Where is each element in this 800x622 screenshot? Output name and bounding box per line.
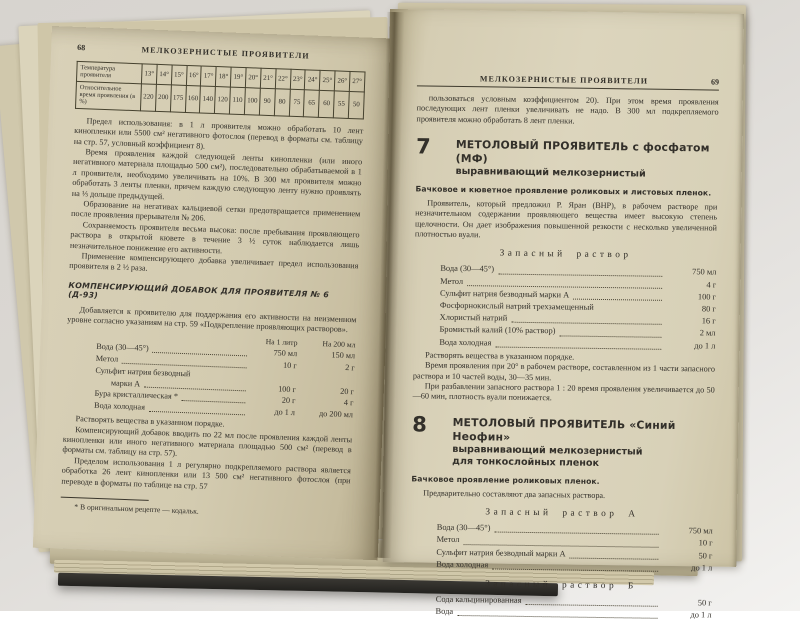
temp-cell: 25° [320,70,336,90]
paragraph: При разбавлении запасного раствора 1 : 20 время проявления увеличивается до 50—60 мин, плотность вуали понижается. [412,381,715,403]
temp-cell: 22° [275,69,291,89]
temp-cell: 14° [156,64,172,84]
footnote-rule [61,497,149,501]
usage-note: Бачковое проявление роликовых пленок. [411,474,600,486]
temp-cell: 18° [216,67,232,87]
recipe-row: Вода холодная до 1 л до 200 мл [93,401,354,420]
time-cell: 120 [215,86,231,114]
paragraph: Растворять вещества в указанном порядке. [75,414,225,429]
recipe-row: Вода холодная до 1 л [436,559,713,573]
left-running-title: МЕЛКОЗЕРНИСТЫЕ ПРОЯВИТЕЛИ [141,45,310,61]
col-header-200ml: На 200 мл [322,338,356,350]
section-title-line: МЕТОЛОВЫЙ ПРОЯВИТЕЛЬ с фосфатом (МФ) [455,138,710,166]
time-cell: 200 [155,84,171,112]
time-cell: 55 [334,91,350,119]
left-running-head [77,43,366,63]
dev-time-table [75,61,366,119]
recipe-row: Метол 10 г [436,535,713,548]
recipe-table-mf [439,263,716,352]
paragraph: Применение компенсирующего добавка увеличивает предел использования проявителя в 2 ½ раза. [69,251,359,274]
stock-solution-b-heading: Запасный раствор Б [485,579,637,592]
right-page-number: 69 [710,77,720,87]
recipe-row: Фосфорнокислый натрий трехзамещенный 80 г [439,300,716,314]
recipe-row: Хлористый натрий 16 г [439,312,716,326]
temp-cell: 13° [141,64,157,84]
stock-solution-a-heading: Запасный раствор А [485,507,639,520]
right-running-title: МЕЛКОЗЕРНИСТЫЕ ПРОЯВИТЕЛИ [479,74,649,86]
usage-note: Бачковое и кюветное проявление роликовых и листовых пленок. [415,184,712,198]
paragraph: Добавляется к проявителю для поддержания его активности на неизменном уровне согласно указаниям на стр. 59 «Подкрепление проявляющих растворов». [67,305,357,335]
time-row-label: Относительное время проявления (в %) [76,81,142,110]
section-title-line: МЕТОЛОВЫЙ ПРОЯВИТЕЛЬ «Синий Неофин» [452,415,676,444]
right-running-head [417,73,719,90]
recipe-row: Сульфит натрия безводный марки А 50 г [436,547,713,561]
stock-solution-heading: Запасный раствор [499,248,632,261]
temp-cell: 21° [260,68,276,88]
time-cell: 65 [304,90,320,118]
temp-cell: 16° [186,65,202,85]
paragraph: Сохраняемость проявителя весьма высока: после пребывания проявляющего раствора в открытой кювете в течение 3 ½ суток наблюдается лишь незначительное понижение его активности. [69,220,360,256]
recipe-row: Вода (30—45°) 750 мл [440,264,717,277]
time-cell: 160 [185,85,201,113]
recipe-row: Сульфит натрия безводный марки А 100 г [439,288,717,302]
left-page [33,26,397,560]
time-cell: 110 [230,87,246,115]
section-title-line: выравнивающий мелкозернистый [452,443,643,458]
temp-cell: 27° [349,71,365,91]
col-header-1l: На 1 литр [265,336,298,347]
paragraph: Образование на негативах кальциевой сетки предотвращается применением после проявления прерывателя № 206. [70,199,361,224]
paragraph: Предел использования: в 1 л проявителя можно обработать 10 лент кинопленки или 5500 см² негативного фотослоя (перевод в форматы см. таблицу на стр. 57, условный коэффициент 8). [73,116,364,151]
recipe-table-neofin-a [436,522,713,575]
paragraph: Пределом использования 1 л регулярно подкрепляемого раствора является обработка 26 лент кинопленки или 13 500 см² негативного фотослоя (при переводе в форматы по таблице на стр. 57 [61,455,352,491]
recipe-row: Сода кальцинированная 50 г [435,594,712,608]
temp-cell: 19° [231,67,247,87]
temp-cell: 23° [290,69,306,89]
time-cell: 50 [348,91,364,119]
temp-row-label: Температура проявителя [76,61,142,83]
recipe-row: Бромистый калий (10% раствор) 2 мл [439,325,716,338]
time-cell: 220 [140,84,156,112]
temp-cell: 24° [305,70,321,90]
paragraph: Время проявления каждой следующей ленты кинопленки (или иного негативного материала площадью 500 см²), последовательно обрабатываемой в 1 л проявителя, необходимо увеличивать на 10%. В 300 мл проявителя можно обработать 3 ленты пленки, причем каждую следующую ленту нужно проявлять на ⅓ дольше предыдущей. [71,147,363,201]
footnote: * В оригинальном рецепте — кодальк. [74,502,199,516]
section-7-heading [415,134,719,183]
recipe-row: Сульфит натрия безводный [95,365,191,378]
temp-cell: 17° [201,66,217,86]
paragraph: Предварительно составляют два запасных раствора. [423,488,606,500]
temp-cell: 15° [171,65,187,85]
paragraph: пользоваться условным коэффициентом 20). При этом время проявления последующих лент пленки увеличивать не надо. В 300 мл подкрепляемого проявителя можно обработать 8 лент пленки. [416,93,719,126]
time-cell: 60 [319,90,335,118]
time-cell: 100 [244,87,260,115]
temp-cell: 26° [334,71,350,91]
recipe-table-neofin-b [436,594,712,622]
time-cell: 80 [274,88,290,116]
recipe-row: Вода (30—45°) 750 мл [436,522,713,536]
left-page-number: 68 [77,42,86,53]
recipe-row: Вода до 1 л [435,606,712,620]
paragraph: Проявитель, который предложил Р. Яран (ВНР), в рабочем растворе при незначительном содержании проявляющего вещества имеет высокую степень щелочности. Он дает изображения повышенной резкости с несколько увеличенной плотностью вуали. [414,198,718,240]
recipe-row: Вода холодная до 1 л [439,337,716,351]
recipe-row: Метол 10 г 2 г [95,353,355,373]
recipe-row: Вода (30—45°) 750 мл 150 мл [96,341,356,361]
paragraph: Растворять вещества в указанном порядке. [425,350,575,362]
time-cell: 175 [170,85,186,113]
recipe-row: Метол 4 г [440,276,717,290]
right-page [382,9,744,620]
section-heading-compensating-additive: КОМПЕНСИРУЮЩИЙ ДОБАВОК ДЛЯ ПРОЯВИТЕЛЯ № 6 (Д-93) [68,280,330,300]
section-number: 7 [415,134,431,159]
section-title-line: выравнивающий мелкозернистый [455,166,646,180]
section-number: 8 [412,412,427,437]
section-title-line: для тонкослойных пленок [452,456,600,470]
paragraph: Время проявления при 20° в рабочем растворе, составленном из 1 части запасного раствора и 10 частей воды, 30—35 мин. [412,360,716,382]
recipe-row: Бура кристаллическая * 20 г 4 г [94,389,354,408]
time-cell: 90 [259,88,275,116]
recipe-table-d93 [94,330,356,422]
recipe-row: марки А 100 г 20 г [110,377,354,396]
time-cell: 75 [289,89,305,117]
time-cell: 140 [200,86,216,114]
section-8-heading [412,412,715,472]
paragraph: Компенсирующий добавок вводить по 22 мл после проявления каждой ленты кинопленки или иного негативного материала площадью 500 см² (перевод в форматы см. таблицу на стр. 57). [62,424,353,459]
temp-cell: 20° [245,68,261,88]
